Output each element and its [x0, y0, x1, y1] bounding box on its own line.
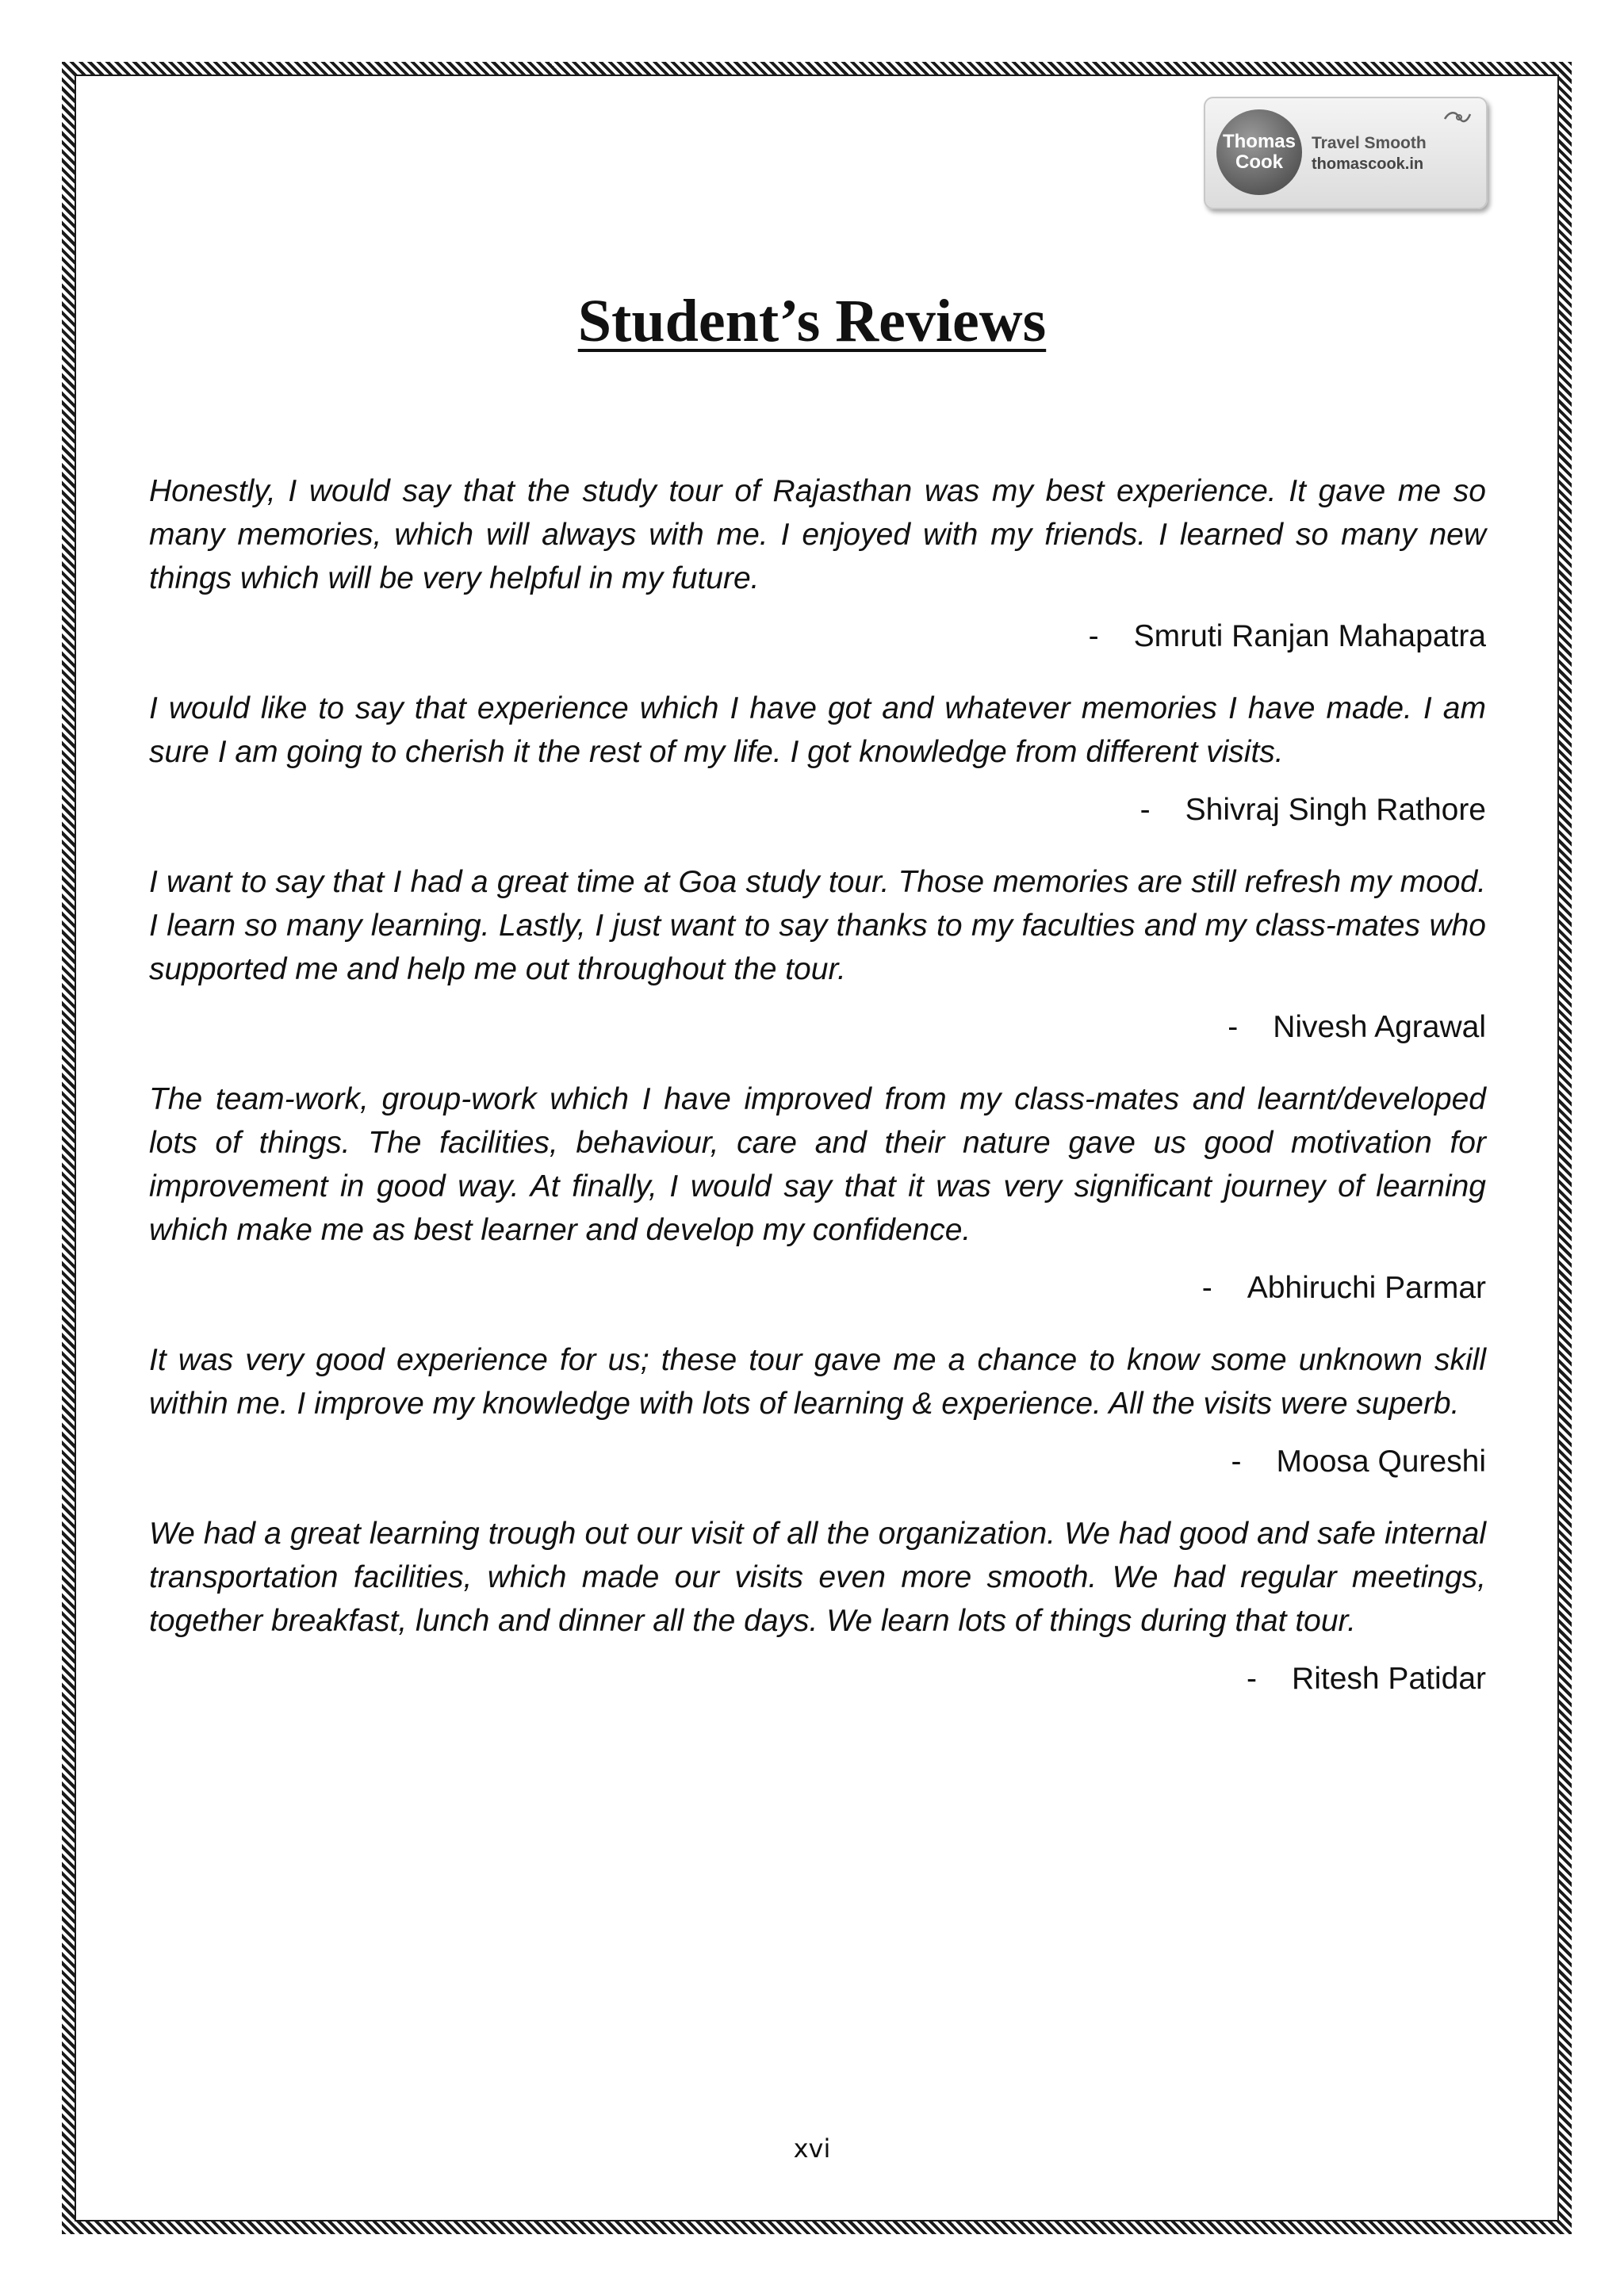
author-dash: - — [1201, 1271, 1212, 1305]
review-author-line — [149, 788, 1486, 832]
logo-tagline: Travel Smooth — [1312, 134, 1427, 152]
author-dash: - — [1139, 793, 1151, 827]
review-text: Honestly, I would say that the study tour of Rajasthan was my best experience. It gave me so many memories, which will always with me. I enjoyed with my friends. I learned so many new things which will be very helpful in my future. — [149, 474, 1486, 595]
author-dash: - — [1088, 619, 1099, 653]
review-author-line — [149, 1657, 1486, 1701]
review-author: Shivraj Singh Rathore — [1185, 793, 1486, 827]
page-title-wrapper — [0, 285, 1624, 357]
review-item — [149, 1338, 1486, 1483]
review-author-line — [149, 1005, 1486, 1049]
logo-flourish-icon — [1443, 109, 1472, 125]
author-dash: - — [1247, 1662, 1258, 1696]
review-item — [149, 469, 1486, 658]
review-text: It was very good experience for us; these tour gave me a chance to know some unknown skill within me. I improve my knowledge with lots of learning & experience. All the visits were superb. — [149, 1343, 1486, 1421]
review-author: Moosa Qureshi — [1276, 1445, 1486, 1479]
reviews-list — [149, 469, 1486, 1729]
review-item — [149, 687, 1486, 832]
review-author: Nivesh Agrawal — [1273, 1010, 1486, 1044]
review-text: We had a great learning trough out our visit of all the organization. We had good and safe internal transportation facilities, which made our visits even more smooth. We had regular meetings, together breakfast, lunch and dinner all the days. We learn lots of things during that tour. — [149, 1517, 1486, 1638]
logo-text — [1312, 133, 1427, 174]
logo-brand-line1: Thomas — [1222, 131, 1296, 152]
logo-url: thomascook.in — [1312, 155, 1424, 173]
page-title: Student’s Reviews — [577, 288, 1047, 354]
thomas-cook-logo — [1204, 97, 1488, 209]
review-author: Abhiruchi Parmar — [1247, 1271, 1486, 1305]
review-author: Smruti Ranjan Mahapatra — [1133, 619, 1486, 653]
logo-badge — [1216, 109, 1302, 195]
review-item — [149, 1512, 1486, 1701]
review-text: The team-work, group-work which I have improved from my class-mates and learnt/developed lots of things. The facilities, behaviour, care and their nature gave us good motivation for improvement in good way. At finally, I would say that it was very significant journey of learning which make me as best learner and develop my confidence. — [149, 1082, 1486, 1247]
review-item — [149, 1077, 1486, 1310]
page-number: xvi — [793, 2133, 831, 2164]
review-author-line — [149, 1266, 1486, 1310]
review-author-line — [149, 614, 1486, 658]
review-author: Ritesh Patidar — [1292, 1662, 1486, 1696]
review-author-line — [149, 1440, 1486, 1483]
review-item — [149, 860, 1486, 1049]
author-dash: - — [1228, 1010, 1239, 1044]
logo-brand-line2: Cook — [1235, 151, 1283, 173]
review-text: I want to say that I had a great time at Goa study tour. Those memories are still refresh my mood. I learn so many learning. Lastly, I just want to say thanks to my faculties and my class-mates who supported me and help me out throughout the tour. — [149, 865, 1486, 986]
author-dash: - — [1231, 1445, 1242, 1479]
review-text: I would like to say that experience which I have got and whatever memories I have made. I am sure I am going to cherish it the rest of my life. I got knowledge from different visits. — [149, 691, 1486, 769]
